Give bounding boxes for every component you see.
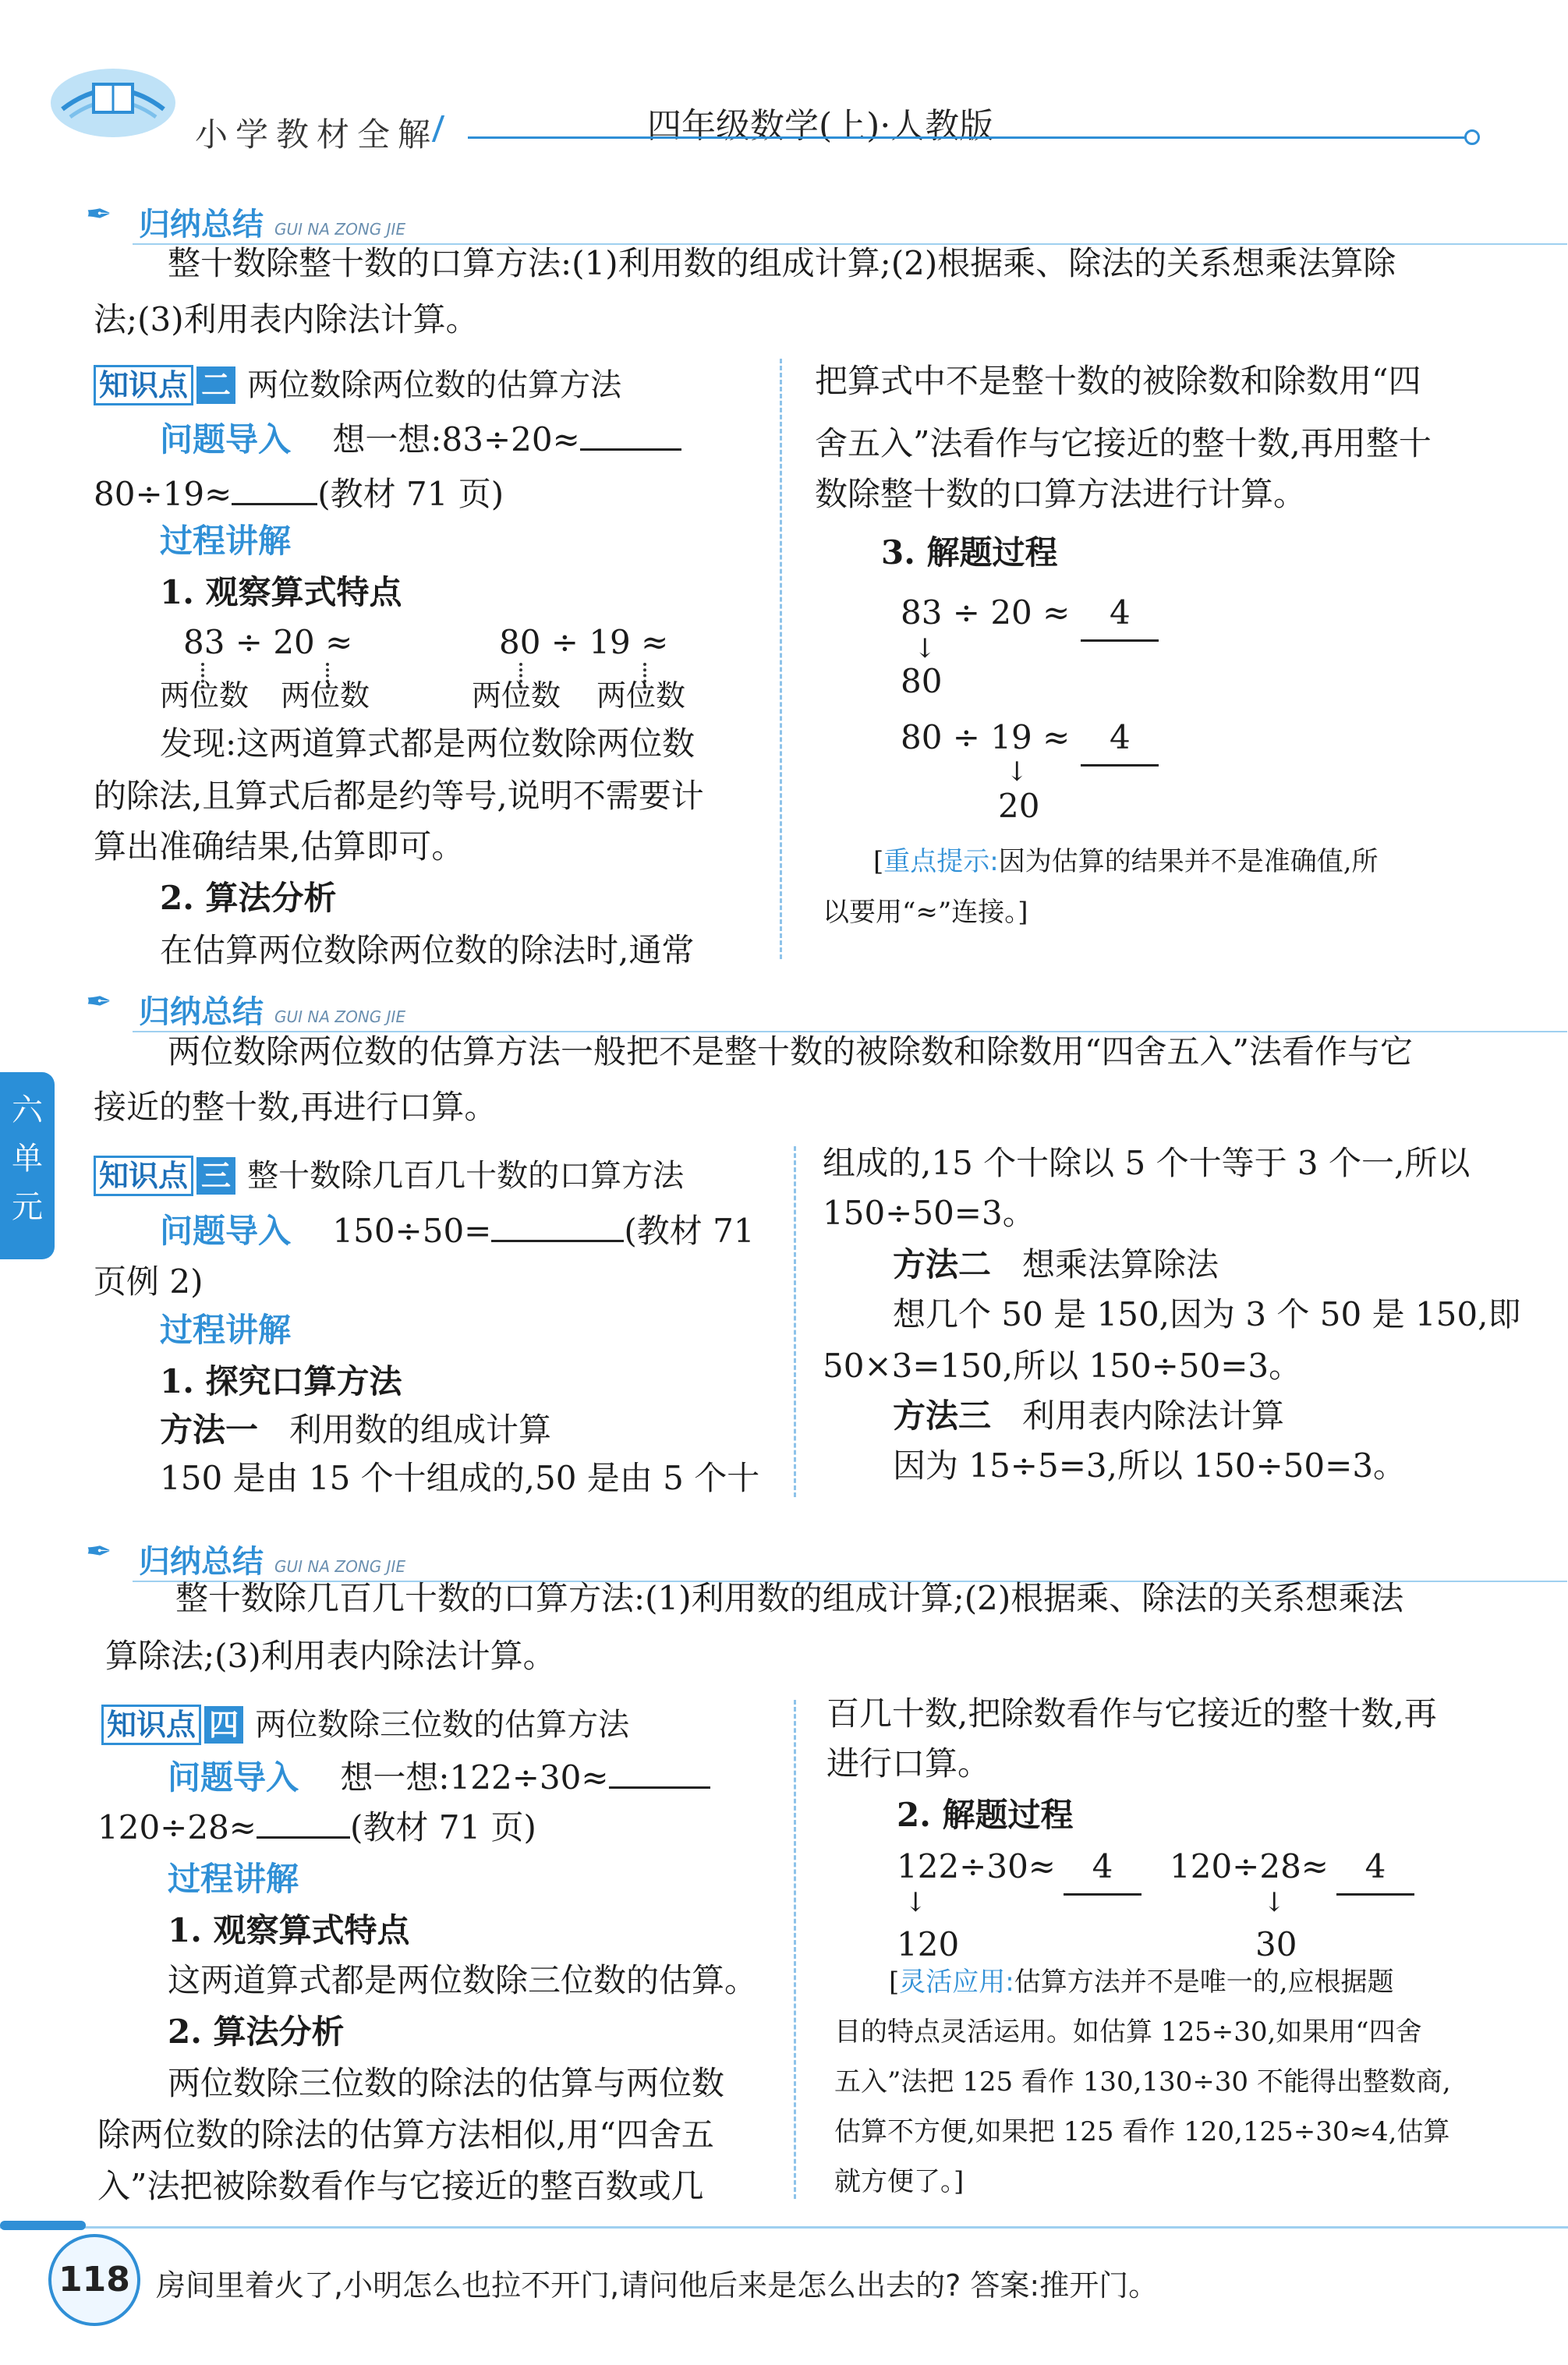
kp4-hint-5: 就方便了。] [834, 2166, 965, 2197]
kp4-round-2: 30 [1255, 1925, 1297, 1963]
kp2-process-eq1: 83 ÷ 20 ≈ 4 [901, 586, 1159, 642]
kp3-right-1: 组成的,15 个十除以 5 个十等于 3 个一,所以 [823, 1144, 1471, 1182]
series-title: 小学教材全解 [195, 115, 439, 154]
kp4-analysis-2: 除两位数的除法的估算方法相似,用“四舍五 [97, 2115, 714, 2154]
intro-label: 问题导入 [168, 1758, 299, 1797]
kp3-right-2: 150÷50=3。 [823, 1194, 1035, 1232]
kp2-step-3: 3. 解题过程 [881, 533, 1058, 572]
summary-subtitle: GUI NA ZONG JIE [274, 220, 406, 239]
summary-subtitle: GUI NA ZONG JIE [274, 1007, 406, 1026]
kp4-step-2: 2. 算法分析 [168, 2013, 345, 2051]
kp2-intro [160, 413, 681, 466]
summary-3-line-2: 算除法;(3)利用表内除法计算。 [105, 1637, 556, 1675]
kp4-title: 两位数除三位数的估算方法 [255, 1707, 630, 1743]
kp4-right-2: 进行口算。 [826, 1744, 991, 1783]
kp4-intro [168, 1751, 710, 1804]
kp-label: 知识点 [94, 365, 193, 405]
column-divider [794, 1146, 796, 1497]
kp-label: 知识点 [94, 1156, 193, 1196]
intro-label: 问题导入 [160, 1212, 292, 1250]
kp2-process-label: 过程讲解 [160, 522, 292, 560]
summary-2-line-2: 接近的整十数,再进行口算。 [94, 1088, 497, 1126]
kp4-analysis-3: 入”法把被除数看作与它接近的整百数或几 [97, 2167, 704, 2205]
kp3-method-2: 方法二 想乘法算除法 [893, 1245, 1219, 1283]
arrow-down-icon: ↓ [904, 1887, 927, 1918]
summary-title: 归纳总结 [139, 1544, 264, 1580]
kp2-find-1: 发现:这两道算式都是两位数除两位数 [160, 724, 696, 763]
kp2-title: 两位数除两位数的估算方法 [247, 367, 622, 403]
header-rule [468, 136, 1466, 139]
summary-1-line-2: 法;(3)利用表内除法计算。 [94, 300, 479, 338]
footer-accent [0, 2221, 86, 2230]
arrow-down-icon: ↓ [1006, 756, 1028, 788]
kp2-right-3: 数除整十数的口算方法进行计算。 [815, 475, 1307, 513]
summary-title: 归纳总结 [139, 207, 264, 243]
kp4-hint-4: 估算不方便,如果把 125 看作 120,125÷30≈4,估算 [834, 2116, 1450, 2147]
answer-value: 4 [1064, 1840, 1141, 1896]
tag: 两位数 [281, 678, 370, 713]
kp4-analysis-1: 两位数除三位数的除法的估算与两位数 [168, 2064, 725, 2102]
kp4-step-3: 2. 解题过程 [897, 1796, 1074, 1834]
kp4-intro-2: 120÷28≈ (教材 71 页) [97, 1808, 536, 1846]
kp-label: 知识点 [101, 1705, 201, 1745]
quill-icon: ✒ [86, 196, 112, 232]
quill-icon: ✒ [86, 984, 112, 1020]
answer-value: 4 [1081, 711, 1159, 767]
intro-question: 想一想:83÷20≈ [332, 420, 580, 458]
answer-blank [609, 1786, 710, 1789]
summary-3-line-1: 整十数除几百几十数的口算方法:(1)利用数的组成计算;(2)根据乘、除法的关系想乘法 [175, 1579, 1404, 1617]
summary-subtitle: GUI NA ZONG JIE [274, 1557, 406, 1576]
footer-riddle: 房间里着火了,小明怎么也拉不开门,请问他后来是怎么出去的? 答案:推开门。 [156, 2268, 1159, 2303]
kp2-round-1: 80 [901, 662, 943, 700]
kp3-heading [94, 1151, 684, 1196]
kp3-intro: 问题导入 150÷50= (教材 71 [160, 1212, 755, 1250]
kp4-round-1: 120 [897, 1925, 960, 1963]
kp2-right-1: 把算式中不是整十数的被除数和除数用“四 [815, 362, 1421, 400]
book-logo-icon [47, 55, 179, 140]
answer-value: 4 [1336, 1840, 1414, 1896]
kp3-title: 整十数除几百几十数的口算方法 [247, 1158, 685, 1194]
summary-2-line-1: 两位数除两位数的估算方法一般把不是整十数的被除数和除数用“四舍五入”法看作与它 [168, 1032, 1413, 1071]
kp4-observe: 这两道算式都是两位数除三位数的估算。 [168, 1961, 758, 1999]
kp4-step-1: 1. 观察算式特点 [168, 1911, 410, 1949]
answer-blank [257, 1836, 350, 1839]
kp2-find-2: 的除法,且算式后都是约等号,说明不需要计 [94, 777, 704, 815]
kp2-process-eq2: 80 ÷ 19 ≈ 4 [901, 711, 1159, 767]
kp2-analysis-1: 在估算两位数除两位数的除法时,通常 [160, 931, 695, 969]
intro-question: 150÷50= [332, 1212, 492, 1250]
header-rule-end-icon [1464, 129, 1480, 145]
answer-blank [580, 448, 681, 451]
kp2-eq2: 80 ÷ 19 ≈ [499, 623, 669, 661]
intro-label: 问题导入 [160, 420, 292, 458]
book-title: 四年级数学(上)·人教版 [647, 106, 994, 146]
kp3-process-label: 过程讲解 [160, 1311, 292, 1349]
kp-number: 三 [196, 1157, 235, 1195]
kp4-hint-3: 五入”法把 125 看作 130,130÷30 不能得出整数商, [834, 2066, 1451, 2098]
arrow-down-icon: ↓ [914, 633, 936, 664]
kp4-hint-2: 目的特点灵活运用。如估算 125÷30,如果用“四舍 [834, 2016, 1422, 2048]
kp4-right-1: 百几十数,把除数看作与它接近的整十数,再 [826, 1694, 1437, 1733]
hint-label: 灵活应用: [899, 1967, 1014, 1998]
kp2-heading [94, 360, 621, 405]
page-header [0, 0, 1568, 156]
kp2-round-2: 20 [998, 787, 1040, 825]
kp3-intro-2: 页例 2) [94, 1262, 204, 1301]
kp2-eq1: 83 ÷ 20 ≈ [183, 623, 353, 661]
hint-label: 重点提示: [883, 846, 999, 877]
kp-number: 四 [204, 1706, 243, 1744]
answer-blank [232, 503, 317, 505]
kp3-step-1: 1. 探究口算方法 [160, 1362, 402, 1400]
kp2-hint-2: 以要用“≈”连接。] [823, 897, 1028, 928]
column-divider [780, 359, 782, 959]
answer-blank [491, 1240, 624, 1242]
summary-title: 归纳总结 [139, 994, 264, 1030]
kp4-heading [101, 1700, 629, 1745]
unit-side-tab: 六 单 元 [0, 1072, 55, 1259]
kp4-hint-1: [灵活应用:估算方法并不是唯一的,应根据题 [889, 1967, 1394, 1998]
tag: 两位数 [472, 678, 561, 713]
intro-question-2: 80÷19≈ [94, 475, 232, 513]
kp4-process-label: 过程讲解 [168, 1860, 299, 1898]
answer-value: 4 [1081, 586, 1159, 642]
kp4-process-eq1: 122÷30≈ 4 [897, 1840, 1141, 1896]
intro-question: 想一想:122÷30≈ [340, 1758, 609, 1797]
footer-rule [0, 2226, 1568, 2229]
kp3-method-1-text: 150 是由 15 个十组成的,50 是由 5 个十 [160, 1459, 760, 1497]
summary-1-line-1: 整十数除整十数的口算方法:(1)利用数的组成计算;(2)根据乘、除法的关系想乘法算除 [168, 244, 1396, 282]
page-number: 118 [48, 2234, 140, 2326]
kp2-find-3: 算出准确结果,估算即可。 [94, 827, 465, 866]
textbook-ref: (教材 71 页) [317, 475, 504, 513]
kp-number: 二 [196, 366, 235, 404]
quill-icon: ✒ [86, 1534, 112, 1570]
kp3-method-1: 方法一 利用数的组成计算 [160, 1411, 552, 1449]
column-divider [794, 1700, 796, 2199]
kp3-method-3: 方法三 利用表内除法计算 [893, 1397, 1285, 1435]
kp2-intro-2 [94, 468, 504, 521]
kp2-hint-1: [重点提示:因为估算的结果并不是准确值,所 [873, 846, 1379, 877]
tag: 两位数 [596, 678, 686, 713]
kp3-method-2-l2: 50×3=150,所以 150÷50=3。 [823, 1347, 1302, 1385]
kp3-method-2-l1: 想几个 50 是 150,因为 3 个 50 是 150,即 [893, 1295, 1521, 1333]
kp3-method-3-l1: 因为 15÷5=3,所以 150÷50=3。 [893, 1446, 1407, 1485]
kp2-right-2: 舍五入”法看作与它接近的整十数,再用整十 [815, 424, 1432, 462]
arrow-down-icon: ↓ [1263, 1887, 1286, 1918]
kp2-step-1: 1. 观察算式特点 [160, 573, 402, 611]
tag: 两位数 [160, 678, 250, 713]
kp2-step-2: 2. 算法分析 [160, 879, 337, 917]
kp4-process-eq2: 120÷28≈ 4 [1170, 1840, 1414, 1896]
